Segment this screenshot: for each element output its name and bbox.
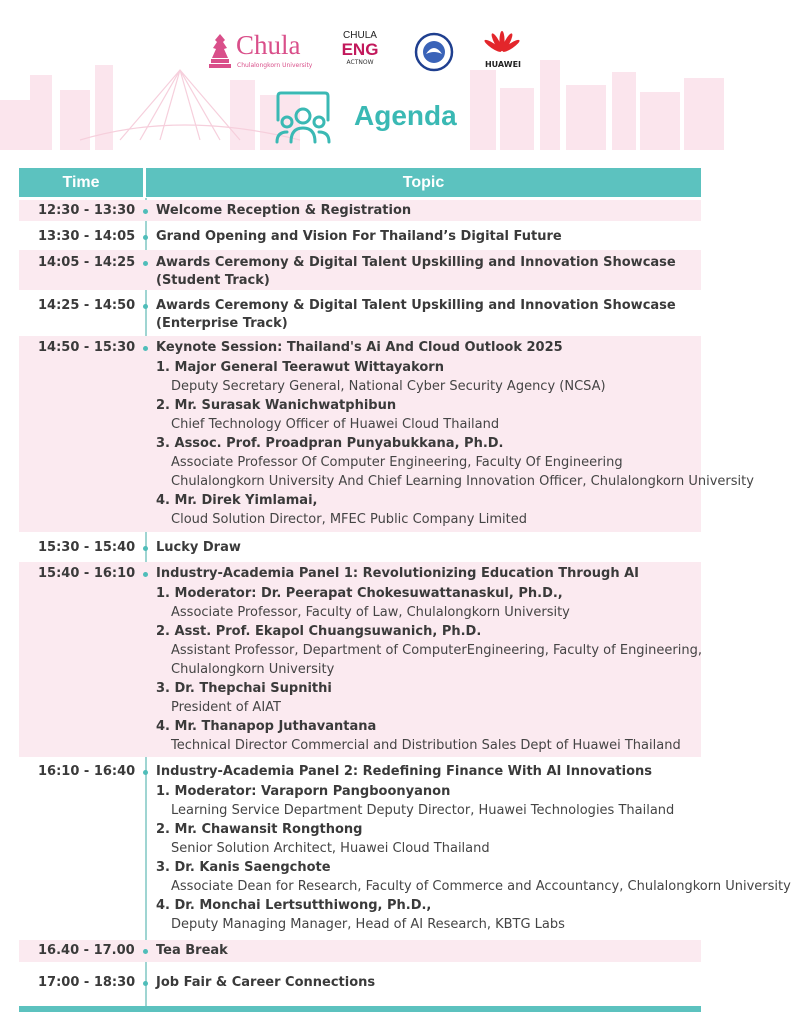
institution-seal-logo [414,32,454,76]
row-time: 12:30 - 13:30 [38,203,136,218]
row-time: 15:30 - 15:40 [38,540,136,555]
speaker-role: Associate Professor Of Computer Engineering, Faculty Of Engineering [171,455,623,470]
speaker-role: President of AIAT [171,700,281,715]
speaker-role: Deputy Secretary General, National Cyber Security Agency (NCSA) [171,379,606,394]
speaker-role: Learning Service Department Deputy Director, Huawei Technologies Thailand [171,803,675,818]
agenda-row [19,250,701,290]
agenda-row [19,972,701,996]
table-header [19,168,701,197]
page-title: Agenda [354,100,457,131]
speaker-name: 4. Mr. Direk Yimlamai, [156,493,318,508]
row-time: 16.40 - 17.00 [38,943,135,958]
speaker-name: 2. Mr. Surasak Wanichwatphibun [156,398,397,413]
row-time: 14:50 - 15:30 [38,340,136,355]
agenda-row-panel-2 [19,760,791,938]
seal-icon [414,32,454,72]
row-time: 14:05 - 14:25 [38,255,136,270]
row-time: 17:00 - 18:30 [38,975,136,990]
speaker-name: 4. Mr. Thanapop Juthavantana [156,719,377,734]
speaker-role: Cloud Solution Director, MFEC Public Company Limited [171,512,528,527]
row-topic: Job Fair & Career Connections [156,975,376,990]
agenda-row [19,940,701,962]
speaker-name: 1. Moderator: Varaporn Pangboonyanon [156,784,451,799]
column-header-time: Time [19,168,143,197]
eng-logo-mid: ENG [341,40,379,59]
agenda-row-keynote [19,336,754,532]
row-time: 13:30 - 14:05 [38,229,136,244]
row-topic: Grand Opening and Vision For Thailand’s Digital Future [156,229,562,244]
speaker-role: Technical Director Commercial and Distribution Sales Dept of Huawei Thailand [171,738,681,753]
row-topic: Keynote Session: Thailand's Ai And Cloud Outlook 2025 [156,340,563,355]
row-time: 16:10 - 16:40 [38,764,136,779]
huawei-logo [481,30,525,74]
row-time: 14:25 - 14:50 [38,298,136,313]
speaker-role: Associate Professor, Faculty of Law, Chulalongkorn University [171,605,570,620]
row-topic: Awards Ceremony & Digital Talent Upskilling and Innovation Showcase (Student Track) [156,255,676,288]
row-topic: Welcome Reception & Registration [156,203,412,218]
timeline-dot [143,770,148,775]
timeline-dot [143,209,148,214]
agenda-row [19,537,701,559]
row-topic: Tea Break [156,943,228,958]
agenda-row [19,293,701,333]
chula-crest-icon [207,32,233,70]
speaker-role: Associate Dean for Research, Faculty of Commerce and Accountancy, Chulalongkorn University [171,879,791,894]
row-topic: Lucky Draw [156,540,241,555]
timeline-dot [143,949,148,954]
meeting-people-icon [270,90,336,148]
timeline-dot [143,261,148,266]
huawei-wordmark: HUAWEI [484,60,522,69]
row-topic: Industry-Academia Panel 1: Revolutionizing Education Through AI [156,566,639,581]
row-time: 15:40 - 16:10 [38,566,136,581]
timeline-dot [143,346,148,351]
speaker-role: Assistant Professor, Department of ComputerEngineering, Faculty of Engineering, [171,643,702,658]
speaker-name: 1. Moderator: Dr. Peerapat Chokesuwattanaskul, Ph.D., [156,586,563,601]
speaker-name: 3. Dr. Thepchai Supnithi [156,681,332,696]
timeline-dot [143,546,148,551]
timeline-dot [143,981,148,986]
agenda-row [19,200,701,221]
speaker-name: 2. Asst. Prof. Ekapol Chuangsuwanich, Ph.D. [156,624,482,639]
eng-logo-top: CHULA [343,30,377,41]
speaker-name: 4. Dr. Monchai Lertsutthiwong, Ph.D., [156,898,432,913]
column-header-topic: Topic [146,168,701,197]
sponsor-logos [0,30,724,78]
row-topic: Industry-Academia Panel 2: Redefining Finance With AI Innovations [156,764,653,779]
row-topic: Awards Ceremony & Digital Talent Upskilling and Innovation Showcase (Enterprise Track) [156,298,676,331]
speaker-name: 2. Mr. Chawansit Rongthong [156,822,363,837]
agenda-row-panel-1 [19,562,701,757]
speaker-name: 3. Dr. Kanis Saengchote [156,860,331,875]
speaker-role: Chulalongkorn University And Chief Learning Innovation Officer, Chulalongkorn University [171,474,754,489]
chula-wordmark: Chula [236,30,301,60]
chula-eng-logo [337,30,383,74]
speaker-role: Deputy Managing Manager, Head of AI Research, KBTG Labs [171,917,565,932]
chula-subtitle: Chulalongkorn University [237,62,313,69]
speaker-name: 3. Assoc. Prof. Proadpran Punyabukkana, Ph.D. [156,436,504,451]
eng-logo-bottom: ACTNOW [346,59,374,66]
table-bottom-bar [19,1006,701,1012]
speaker-role: Chulalongkorn University [171,662,335,677]
timeline-dot [143,304,148,309]
timeline-dot [143,572,148,577]
timeline-dot [143,235,148,240]
speaker-name: 1. Major General Teerawut Wittayakorn [156,360,444,375]
huawei-petals-icon [485,30,519,56]
agenda-row [19,225,701,247]
chula-logo [207,30,313,74]
speaker-role: Senior Solution Architect, Huawei Cloud Thailand [171,841,490,856]
speaker-role: Chief Technology Officer of Huawei Cloud Thailand [171,417,500,432]
